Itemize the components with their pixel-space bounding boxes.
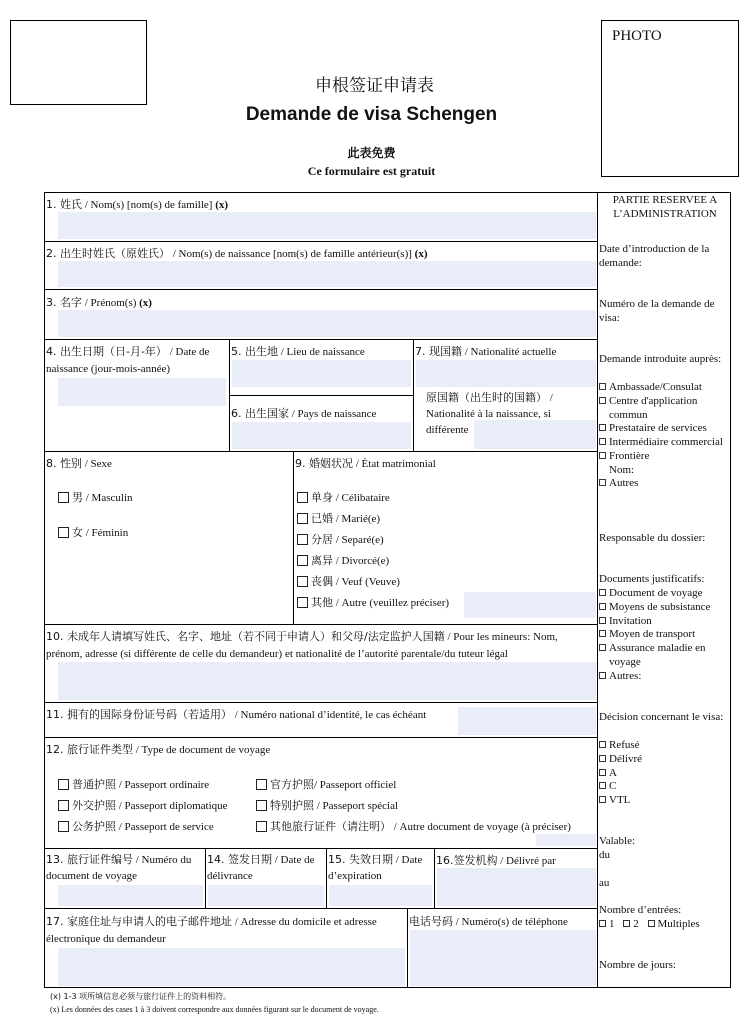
checkbox[interactable]	[599, 617, 606, 624]
admin-option[interactable]: 2	[623, 918, 639, 930]
admin-introduite-options	[599, 381, 729, 491]
admin-option[interactable]: Refusé	[599, 739, 729, 753]
row-line	[44, 241, 597, 242]
admin-responsable: Responsable du dossier:	[599, 532, 706, 544]
field-12-label: 12. 旅行证件类型 / Type de document de voyage	[46, 743, 271, 756]
free-fr: Ce formulaire est gratuit	[307, 164, 436, 178]
marital-checkbox[interactable]	[297, 492, 308, 503]
admin-option[interactable]: Autres:	[599, 670, 729, 684]
admin-introduite: Demande introduite auprès:	[599, 353, 722, 365]
doc-type-option[interactable]: 特别护照 / Passeport spécial	[256, 797, 398, 816]
cell-line	[229, 395, 413, 396]
row-line	[44, 908, 597, 909]
row-line	[44, 451, 597, 452]
admin-decision-options	[599, 739, 729, 808]
cell-line	[205, 848, 206, 908]
field-2-label: 2. 出生时姓氏（原姓氏） / Nom(s) de naissance [nom(s) de famille antérieur(s)] (x)	[46, 247, 428, 260]
marital-checkbox[interactable]	[297, 576, 308, 587]
birth-place-input[interactable]	[232, 360, 411, 387]
field-5-label: 5. 出生地 / Lieu de naissance	[231, 345, 365, 358]
first-name-input[interactable]	[58, 310, 596, 337]
phone-label: 电话号码 / Numéro(s) de téléphone	[409, 915, 568, 928]
checkbox[interactable]	[623, 920, 630, 927]
admin-option[interactable]: Frontière	[599, 450, 729, 464]
doc-type-checkbox[interactable]	[58, 821, 69, 832]
field-7-label: 7. 现国籍 / Nationalité actuelle	[415, 345, 557, 358]
row-line	[44, 702, 597, 703]
admin-title: PARTIE RESERVEE A L’ADMINISTRATION	[612, 194, 718, 220]
checkbox[interactable]	[648, 920, 655, 927]
checkbox[interactable]	[599, 741, 606, 748]
national-id-input[interactable]	[458, 707, 596, 735]
field-10-label: 10. 未成年人请填写姓氏、名字、地址（若不同于申请人）和父母/法定监护人国籍 / Pour les mineurs: Nom, prénom, adresse (si différente de celle du demandeur) et nationalité de l’autorité parentale/du tuteur légal	[46, 630, 558, 661]
admin-option[interactable]: Centre d'application commun	[599, 395, 729, 423]
checkbox[interactable]	[599, 589, 606, 596]
field-11-label: 11. 拥有的国际身份证号码（若适用） / Numéro national d’identité, le cas échéant	[46, 708, 427, 721]
field-1-label: 1. 姓氏 / Nom(s) [nom(s) de famille] (x)	[46, 198, 229, 211]
cell-line	[434, 848, 435, 908]
admin-option[interactable]: Prestataire de services	[599, 422, 729, 436]
doc-number-input[interactable]	[58, 885, 203, 906]
admin-du: du	[599, 849, 610, 861]
free-zh: 此表免费	[347, 146, 396, 160]
field-13-label: 13. 旅行证件编号 / Numéro du document de voyage	[46, 853, 192, 882]
admin-jours: Nombre de jours:	[599, 959, 676, 971]
checkbox[interactable]	[599, 424, 606, 431]
admin-option[interactable]: 1	[599, 918, 615, 930]
doc-type-checkbox[interactable]	[256, 800, 267, 811]
checkbox[interactable]	[599, 672, 606, 679]
checkbox[interactable]	[599, 782, 606, 789]
field-9-label: 9. 婚姻状况 / État matrimonial	[295, 457, 436, 470]
field-16-label: 16.签发机构 / Délivré par	[436, 854, 556, 867]
field-6-label: 6. 出生国家 / Pays de naissance	[231, 407, 377, 420]
doc-type-option[interactable]: 官方护照/ Passeport officiel	[256, 776, 396, 795]
marital-checkbox[interactable]	[297, 597, 308, 608]
admin-entrees-options	[599, 918, 729, 932]
checkbox[interactable]	[599, 755, 606, 762]
phone-input[interactable]	[410, 930, 596, 986]
field-8-label: 8. 性别 / Sexe	[46, 457, 112, 470]
row-line	[44, 339, 597, 340]
doc-type-option[interactable]: 外交护照 / Passeport diplomatique	[58, 797, 228, 816]
admin-option[interactable]: A	[599, 767, 729, 781]
admin-nom: Nom:	[609, 463, 635, 476]
issued-by-input[interactable]	[437, 868, 596, 906]
marital-option[interactable]: 已婚 / Marié(e)	[297, 510, 380, 529]
surname-input[interactable]	[58, 212, 596, 239]
minors-input[interactable]	[58, 662, 596, 700]
title-zh: 申根签证申请表	[315, 76, 434, 96]
field-15-label: 15. 失效日期 / Date d’expiration	[328, 853, 423, 882]
doc-type-checkbox[interactable]	[256, 821, 267, 832]
birth-date-input[interactable]	[58, 378, 226, 406]
row-line	[44, 737, 597, 738]
doc-type-option[interactable]: 公务护照 / Passeport de service	[58, 818, 214, 837]
checkbox[interactable]	[599, 438, 606, 445]
checkbox[interactable]	[599, 383, 606, 390]
marital-option[interactable]: 其他 / Autre (veuillez préciser)	[297, 594, 449, 613]
admin-num-demande: Numéro de la demande de visa:	[599, 298, 715, 324]
male-checkbox[interactable]	[58, 492, 69, 503]
admin-au: au	[599, 877, 610, 889]
checkbox[interactable]	[599, 920, 606, 927]
female-checkbox[interactable]	[58, 527, 69, 538]
doc-type-checkbox[interactable]	[256, 779, 267, 790]
marital-option[interactable]: 单身 / Célibataire	[297, 489, 390, 508]
marital-checkbox[interactable]	[297, 555, 308, 566]
marital-option[interactable]: 丧偶 / Veuf (Veuve)	[297, 573, 400, 592]
admin-date-intro: Date d’introduction de la demande:	[599, 243, 710, 269]
checkbox[interactable]	[599, 479, 606, 486]
admin-option[interactable]: Intermédiaire commercial	[599, 436, 729, 450]
admin-option[interactable]: C	[599, 780, 729, 794]
row-line	[44, 624, 597, 625]
address-input[interactable]	[58, 948, 405, 986]
male-option[interactable]: 男 / Masculin	[58, 489, 133, 508]
cell-line	[413, 339, 414, 451]
admin-divider	[597, 192, 598, 988]
checkbox[interactable]	[599, 644, 606, 651]
field-7b-label: 原国籍（出生时的国籍） / Nationalité à la naissance, si différente	[426, 391, 553, 436]
admin-option[interactable]: Multiples	[648, 918, 700, 930]
admin-option[interactable]: Document de voyage	[599, 587, 729, 601]
admin-justificatifs-options	[599, 587, 729, 683]
field-3-label: 3. 名字 / Prénom(s) (x)	[46, 296, 152, 309]
admin-option[interactable]: Ambassade/Consulat	[599, 381, 729, 395]
birth-surname-input[interactable]	[58, 261, 596, 287]
marital-option[interactable]: 离异 / Divorcé(e)	[297, 552, 389, 571]
checkbox[interactable]	[599, 452, 606, 459]
row-line	[44, 848, 597, 849]
admin-option[interactable]: Assurance maladie en voyage	[599, 642, 729, 670]
doc-type-option[interactable]: 其他旅行证件（请注明） / Autre document de voyage (à préciser)	[256, 818, 571, 837]
field-17-label: 17. 家庭住址与申请人的电子邮件地址 / Adresse du domicile et adresse électronique du demandeur	[46, 915, 377, 946]
doc-type-option[interactable]: 普通护照 / Passeport ordinaire	[58, 776, 209, 795]
marital-other-input[interactable]	[464, 592, 596, 618]
birth-country-input[interactable]	[232, 422, 411, 449]
footnote-zh: (x) 1-3 项所填信息必须与旅行证件上的资料相符。	[50, 992, 232, 1001]
admin-option[interactable]: VTL	[599, 794, 729, 808]
title-fr: Demande de visa Schengen	[245, 104, 498, 125]
female-option[interactable]: 女 / Féminin	[58, 524, 128, 543]
admin-justificatifs: Documents justificatifs:	[599, 573, 705, 585]
row-line	[44, 289, 597, 290]
admin-decision: Décision concernant le visa:	[599, 711, 724, 723]
checkbox[interactable]	[599, 603, 606, 610]
cell-line	[293, 451, 294, 624]
checkbox[interactable]	[599, 769, 606, 776]
admin-entrees: Nombre d’entrées:	[599, 904, 682, 916]
admin-option[interactable]: Délivré	[599, 753, 729, 767]
cell-line	[326, 848, 327, 908]
admin-option[interactable]: Invitation	[599, 615, 729, 629]
admin-valable: Valable:	[599, 835, 636, 847]
cell-line	[407, 908, 408, 988]
issue-date-input[interactable]	[208, 885, 324, 906]
marital-checkbox[interactable]	[297, 534, 308, 545]
field-14-label: 14. 签发日期 / Date de délivrance	[207, 853, 315, 882]
checkbox[interactable]	[599, 796, 606, 803]
marital-option[interactable]: 分居 / Separé(e)	[297, 531, 384, 550]
photo-label: PHOTO	[612, 28, 662, 44]
checkbox[interactable]	[599, 397, 606, 404]
admin-option[interactable]: Moyens de subsistance	[599, 601, 729, 615]
admin-option[interactable]: Moyen de transport	[599, 628, 729, 642]
field-4-label: 4. 出生日期（日-月-年） / Date de naissance (jour-mois-année)	[46, 345, 210, 376]
marital-checkbox[interactable]	[297, 513, 308, 524]
nationality-input[interactable]	[416, 360, 596, 387]
checkbox[interactable]	[599, 630, 606, 637]
doc-type-checkbox[interactable]	[58, 800, 69, 811]
expiry-date-input[interactable]	[329, 885, 432, 906]
footnote-fr: (x) Les données des cases 1 à 3 doivent correspondre aux données figurant sur le document de voyage.	[50, 1005, 379, 1014]
doc-type-checkbox[interactable]	[58, 779, 69, 790]
admin-option[interactable]: Autres	[599, 477, 729, 491]
